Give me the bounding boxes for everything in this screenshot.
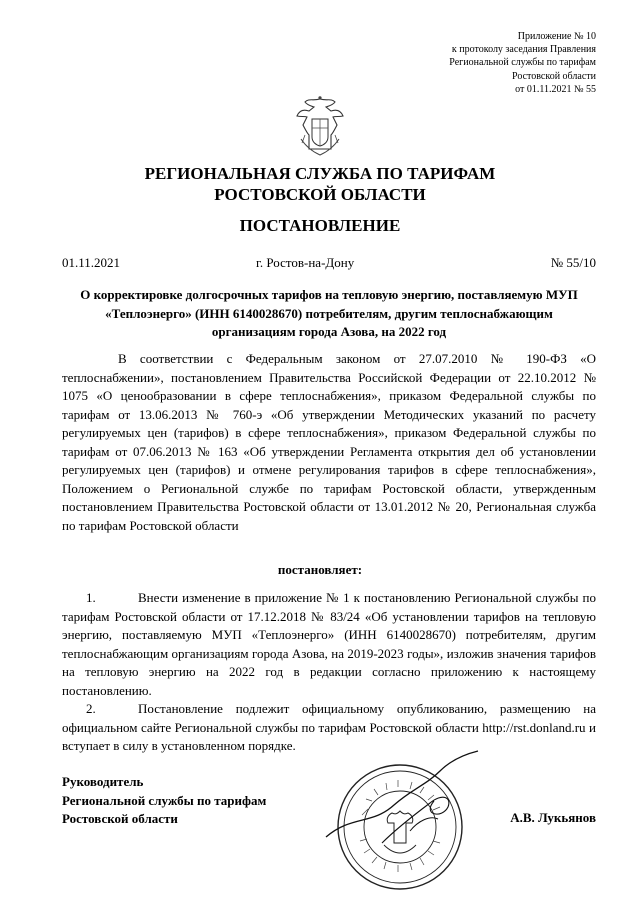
item-text: Постановление подлежит официальному опубликованию, размещению на официальном сайте Региональной службы по тарифам Ростовской области http://rst.donland.ru и вступает в силу в установленном порядке. — [62, 701, 596, 753]
attachment-line: Приложение № 10 — [517, 31, 596, 42]
position-line: Ростовской области — [62, 811, 178, 826]
org-title-line: РЕГИОНАЛЬНАЯ СЛУЖБА ПО ТАРИФАМ — [144, 164, 496, 183]
position-line: Руководитель — [62, 774, 144, 789]
decree-items — [62, 589, 596, 756]
decree-item — [62, 589, 596, 700]
coat-of-arms-emblem — [291, 95, 349, 159]
signatory-position — [62, 773, 266, 829]
attachment-note — [449, 30, 596, 96]
attachment-line: к протоколу заседания Правления — [451, 44, 596, 56]
document-date: 01.11.2021 — [62, 255, 121, 270]
attachment-line: Региональной службы по тарифам — [449, 57, 596, 69]
document-number: № 55/10 — [550, 255, 596, 270]
official-seal-stamp — [322, 745, 482, 900]
document-type: ПОСТАНОВЛЕНИЕ — [239, 216, 401, 235]
signatory-name: А.В. Лукьянов — [510, 810, 596, 825]
attachment-line: Ростовской области — [512, 70, 596, 82]
item-number: 2. — [86, 701, 96, 716]
decree-word: постановляет: — [277, 562, 363, 577]
position-line: Региональной службы по тарифам — [62, 792, 267, 808]
item-text: Внести изменение в приложение № 1 к постановлению Региональной службы по тарифам Ростовской области от 17.12.2018 № 83/24 «Об установлении тарифов на тепловую энергию, поставляемую МУП «Теплоэнерго» (ИНН 6140028670) потребителям, другим теплоснабжающим организациям города Азова, на 2019-2023 годы», изложив значения тарифов на тепловую энергию на 2022 год в редакции согласно приложению к настоящему постановлению. — [62, 590, 596, 698]
item-number: 1. — [86, 590, 96, 605]
attachment-line: от 01.11.2021 № 55 — [515, 83, 596, 95]
document-city: г. Ростов-на-Дону — [256, 255, 355, 270]
document-subject: О корректировке долгосрочных тарифов на тепловую энергию, поставляемую МУП «Теплоэнерго» (ИНН 6140028670) потребителям, другим теплоснабжающим организациям города Азова, на 2022 год — [80, 287, 578, 339]
preamble-paragraph: В соответствии с Федеральным законом от 27.07.2010 № 190-ФЗ «О теплоснабжении», постановлением Правительства Российской Федерации от 22.10.2012 № 1075 «О ценообразовании в сфере теплоснабжения», приказом Федеральной службы по тарифам от 13.06.2013 № 760-э «Об утверждении Методических указаний по расчету регулируемых цен (тарифов) в сфере теплоснабжения», приказом Федеральной службы по тарифам от 07.06.2013 № 163 «Об утверждении Регламента открытия дел об установлении регулируемых цен (тарифов) и отмене регулирования тарифов в сфере теплоснабжения», Положением о Региональной службе по тарифам Ростовской области, утвержденным постановлением Правительства Ростовской области от 13.01.2012 № 20, Региональная служба по тарифам Ростовской области — [62, 351, 596, 533]
org-title-line: РОСТОВСКОЙ ОБЛАСТИ — [214, 185, 426, 204]
organization-title — [0, 163, 640, 205]
